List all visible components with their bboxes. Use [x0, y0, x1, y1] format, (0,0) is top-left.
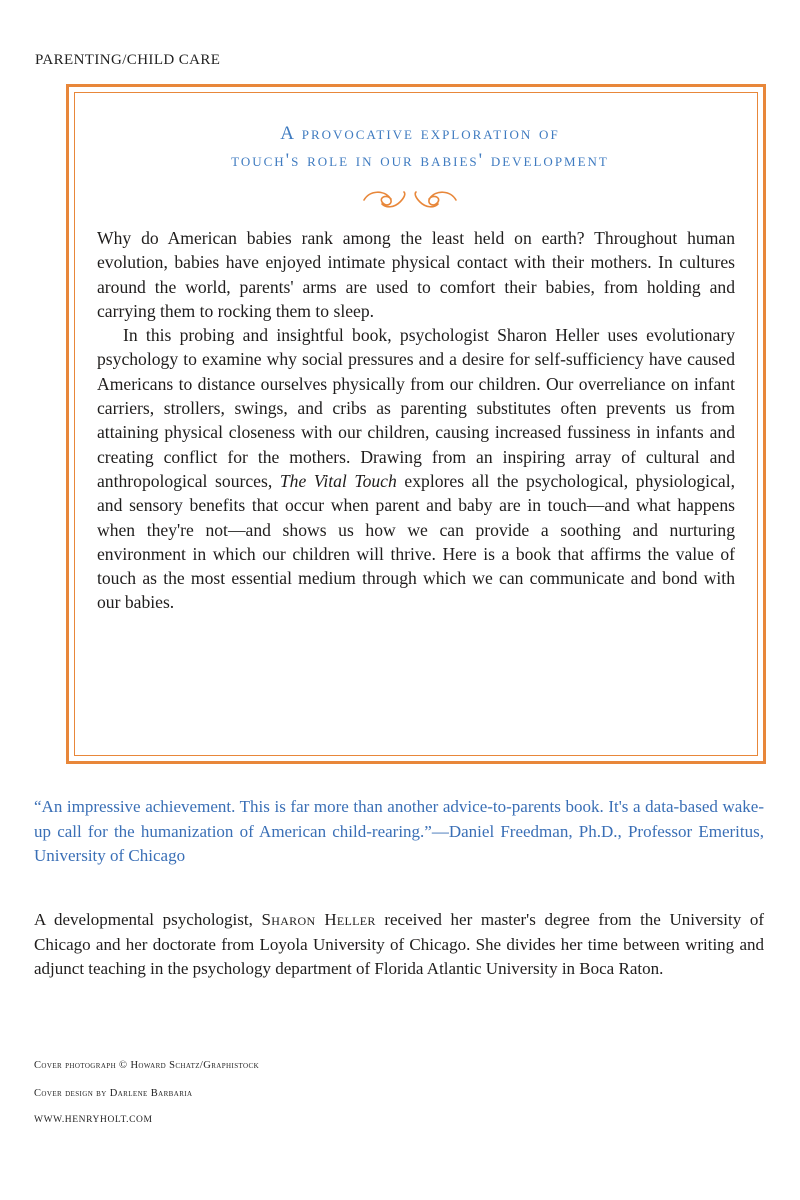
description-paragraph-1: Why do American babies rank among the least held on earth? Throughout human evolution, babies have enjoyed intimate physical contact with their mothers. In cultures around the world, parents' arms are used to comfort their babies, from holding and carrying them to rocking them to sleep. — [97, 228, 735, 321]
author-bio — [34, 908, 764, 982]
bio-rest: received her master's degree from the University of Chicago and her doctorate from Loyola University of Chicago. She divides her time between writing and adjunct teaching in the psychology department of Florida Atlantic University in Boca Raton. — [34, 910, 765, 978]
review-quote: “An impressive achievement. This is far more than another advice-to-parents book. It's a data-based wake-up call for the humanization of American child-rearing.”—Daniel Freedman, Ph.D., Professor Emeritus, University of Chicago — [34, 797, 764, 865]
description-p2-end: explores all the psychological, physiological, and sensory benefits that occur when parent and baby are in touch—and what happens when they're not—and shows us how we can provide a soothing and nurturing environment in which our children will thrive. Here is a book that affirms the value of touch as the most essential medium through which we can communicate and bond with our babies. — [97, 470, 735, 613]
headline — [70, 120, 770, 174]
author-name: Sharon Heller — [261, 910, 376, 929]
bio-prefix: A developmental psychologist, — [34, 910, 262, 929]
flourish-ornament-icon — [360, 184, 460, 212]
photo-credit: Cover photograph © Howard Schatz/Graphistock — [34, 1060, 260, 1071]
publisher-url: WWW.HENRYHOLT.COM — [34, 1115, 153, 1125]
category-label: PARENTING/CHILD CARE — [35, 52, 221, 68]
book-title: The Vital Touch — [279, 470, 397, 491]
headline-line-1: A provocative exploration of — [280, 123, 560, 144]
description-text — [97, 226, 735, 615]
cover-credits — [34, 1052, 259, 1108]
description-paragraph-2 — [97, 323, 735, 615]
headline-line-2: touch's role in our babies' development — [231, 150, 609, 171]
description-p2-start: In this probing and insightful book, psychologist Sharon Heller uses evolutionary psychology to examine why social pressures and a desire for self-sufficiency have caused Americans to distance ourselves physically from our children. Our overreliance on infant carriers, strollers, swings, and cribs as parenting substitutes often prevents us from attaining physical closeness with our children, causing increased fussiness in infants and creating conflict for the mothers. Drawing from an inspiring array of cultural and anthropological sources, — [97, 325, 735, 491]
design-credit: Cover design by Darlene Barbaria — [34, 1088, 193, 1099]
